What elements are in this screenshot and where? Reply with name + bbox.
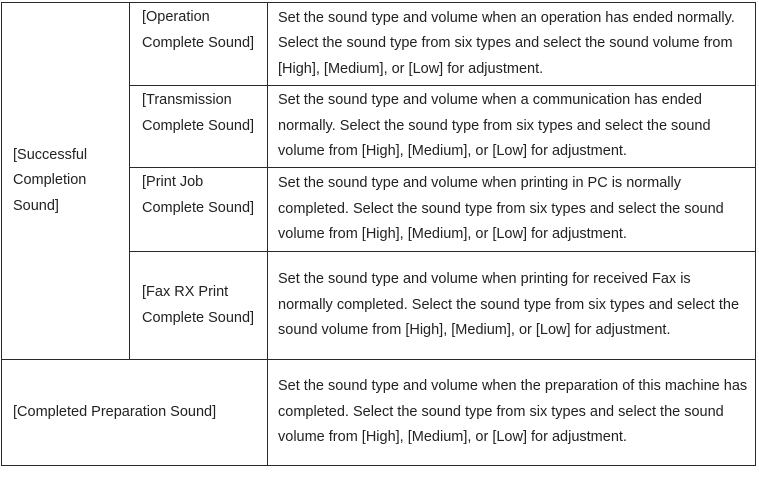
item-description: Set the sound type and volume when a communication has ended normally. Select the sound type from six types and select the sound volume from [High], [Medium], or [Low] for adjustment. [268,86,756,168]
item-name-completed-preparation-sound: [Completed Preparation Sound] [2,360,268,466]
table-row [2,360,756,466]
item-description: Set the sound type and volume when printing for received Fax is normally completed. Select the sound type from six types and select the sound volume from [High], [Medium], or [Low] for adjustment. [268,252,756,360]
item-name-print-job-complete-sound: [Print Job Complete Sound] [130,168,268,252]
item-description: Set the sound type and volume when an operation has ended normally. Select the sound type from six types and select the sound volume from [High], [Medium], or [Low] for adjustment. [268,3,756,86]
table-row [2,3,756,86]
sound-settings-table [1,2,756,466]
item-name-transmission-complete-sound: [Transmission Complete Sound] [130,86,268,168]
group-label-successful-completion-sound: [Successful Completion Sound] [2,3,130,360]
item-description: Set the sound type and volume when the preparation of this machine has completed. Select the sound type from six types and select the sound volume from [High], [Medium], or [Low] for adjustment. [268,360,756,466]
item-name-fax-rx-print-complete-sound: [Fax RX Print Complete Sound] [130,252,268,360]
item-description: Set the sound type and volume when printing in PC is normally completed. Select the sound type from six types and select the sound volume from [High], [Medium], or [Low] for adjustment. [268,168,756,252]
item-name-operation-complete-sound: [Operation Complete Sound] [130,3,268,86]
